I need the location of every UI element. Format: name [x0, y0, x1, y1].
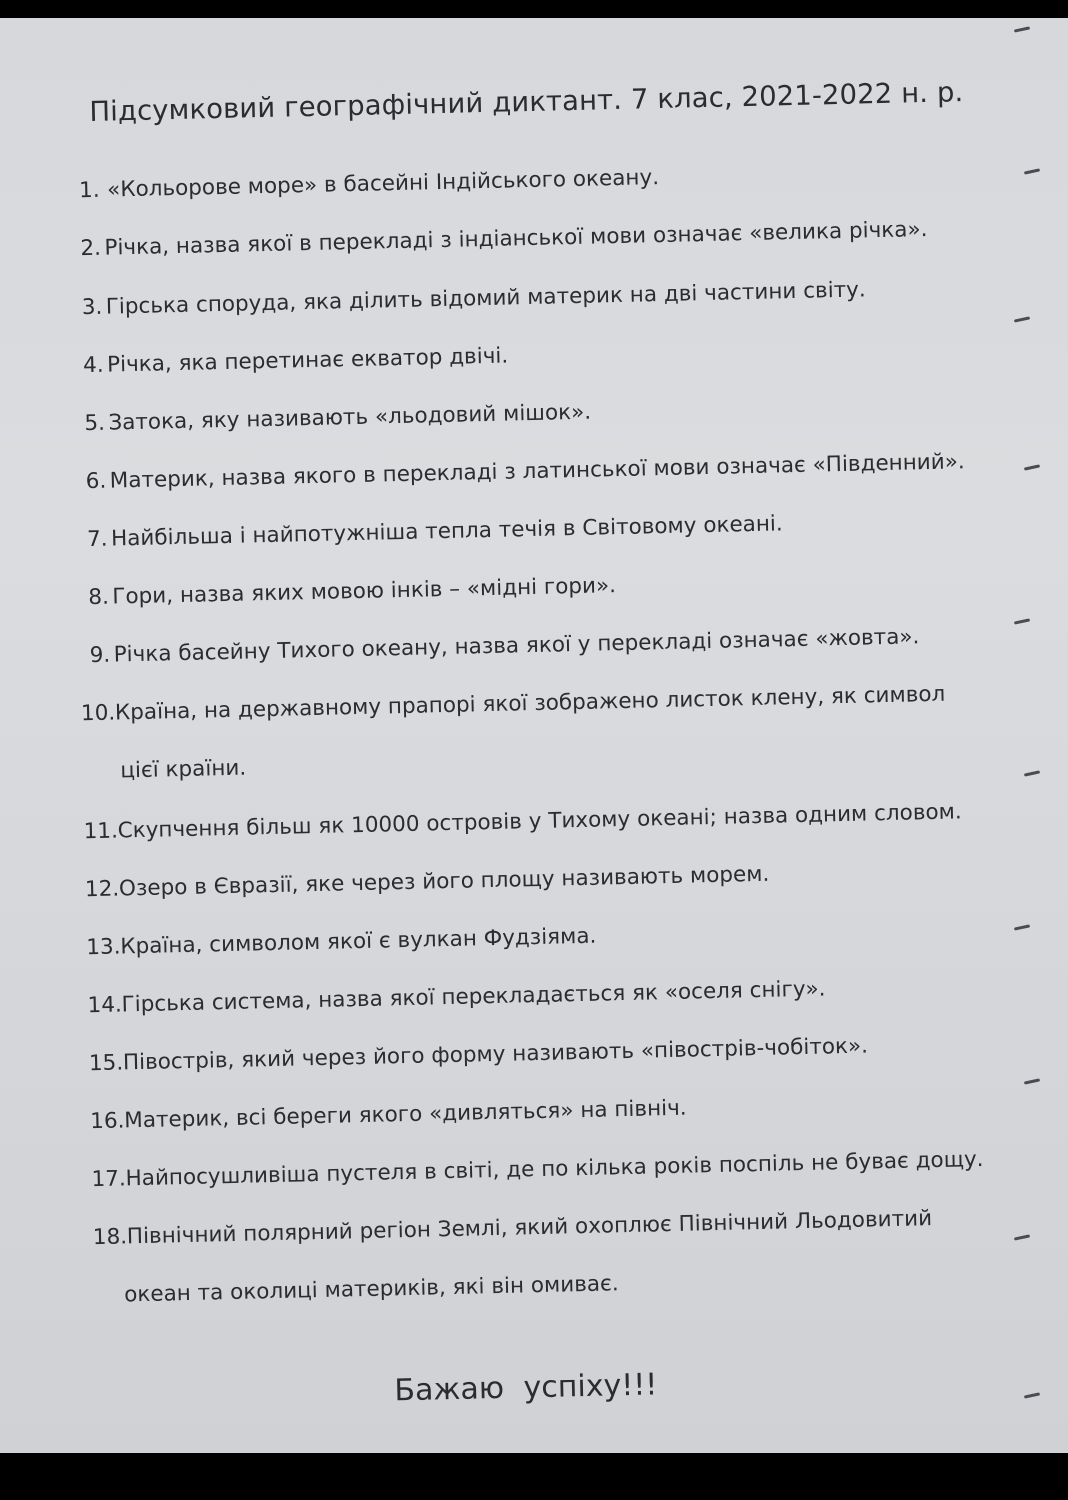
- question-number: 10.: [80, 700, 116, 727]
- question-number: 2.: [80, 235, 102, 262]
- question-number: 18.: [92, 1224, 128, 1251]
- question-text: Країна, символом якої є вулкан Фудзіяма.: [120, 923, 597, 960]
- question-item: [13, 1204, 1013, 1251]
- question-text: Скупчення більш як 10000 островів у Тихому океані; назва одним словом.: [117, 799, 962, 844]
- question-item: [0, 622, 999, 669]
- question-number: 17.: [91, 1166, 127, 1193]
- question-text: океан та околиці материків, які він омиває.: [123, 1271, 619, 1308]
- question-item: [0, 564, 998, 611]
- question-number: 3.: [81, 294, 103, 321]
- worksheet-page: [0, 18, 1068, 1453]
- question-number: 7.: [86, 526, 108, 553]
- question-item: [6, 914, 1006, 961]
- question-text: Затока, яку називають «льодовий мішок».: [108, 399, 592, 436]
- question-number: 5.: [84, 410, 106, 437]
- question-text: «Кольорове море» в басейні Індійського океану.: [106, 165, 660, 203]
- question-text: Річка, яка перетинає екватор двічі.: [106, 343, 509, 378]
- question-item: [3, 798, 1003, 845]
- question-number: 13.: [86, 934, 121, 961]
- question-text: цієї країни.: [120, 755, 247, 784]
- question-number: 11.: [83, 818, 119, 845]
- question-number: 12.: [84, 876, 120, 903]
- document-photo: [0, 18, 1068, 1453]
- question-number: 8.: [88, 584, 110, 611]
- question-text: Гори, назва яких мовою інків – «мідні гори».: [112, 573, 617, 610]
- question-item: [0, 158, 989, 204]
- question-number: 9.: [89, 642, 111, 669]
- question-number: 14.: [87, 992, 123, 1019]
- question-item: [9, 1030, 1009, 1077]
- question-text: Річка басейну Тихого океану, назва якої у перекладі означає «жовта».: [113, 624, 920, 668]
- closing-wish: Бажаю успіху!!!: [394, 1367, 658, 1409]
- question-text: Північний полярний регіон Землі, який охоплює Північний Льодовитий: [126, 1206, 933, 1250]
- question-number: 16.: [89, 1108, 125, 1135]
- question-item: [10, 1088, 1010, 1135]
- question-number: 1.: [78, 177, 100, 204]
- question-item: [5, 856, 1005, 903]
- question-number: 6.: [85, 468, 107, 495]
- question-item: [0, 333, 993, 379]
- question-text: Країна, на державному прапорі якої зображено листок клену, як символ: [114, 681, 946, 726]
- question-text: Гірська система, назва якої перекладається як «оселя снігу».: [121, 976, 826, 1018]
- question-text: Гірська споруда, яка ділить відомий материк на дві частини світу.: [105, 277, 867, 320]
- question-continuation: [2, 738, 1002, 784]
- question-text: Озеро в Євразії, яке через його площу називають морем.: [118, 861, 770, 902]
- question-item: [0, 216, 990, 262]
- question-text: Найпосушливіша пустеля в світі, де по кілька років поспіль не буває дощу.: [125, 1146, 984, 1192]
- question-number: 4.: [82, 352, 104, 379]
- question-text: Річка, назва якої в перекладі з індіанської мови означає «велика річка».: [104, 216, 928, 261]
- question-item: [0, 448, 995, 495]
- question-item: [11, 1146, 1011, 1193]
- question-text: Материк, всі береги якого «дивляться» на північ.: [123, 1095, 687, 1134]
- question-continuation: [14, 1262, 1014, 1308]
- question-text: Найбільша і найпотужніша тепла течія в Світовому океані.: [110, 511, 783, 552]
- question-text: Материк, назва якого в перекладі з латинської мови означає «Південний».: [109, 449, 965, 494]
- question-item: [1, 680, 1001, 727]
- question-number: 15.: [88, 1050, 124, 1077]
- question-text: Півострів, який через його форму називають «півострів-чобіток».: [122, 1033, 869, 1076]
- question-item: [7, 972, 1007, 1019]
- document-title: Підсумковий географічний диктант. 7 клас, 2021-2022 н. р.: [89, 76, 964, 128]
- question-item: [0, 506, 997, 553]
- question-item: [0, 275, 991, 321]
- question-item: [0, 390, 994, 437]
